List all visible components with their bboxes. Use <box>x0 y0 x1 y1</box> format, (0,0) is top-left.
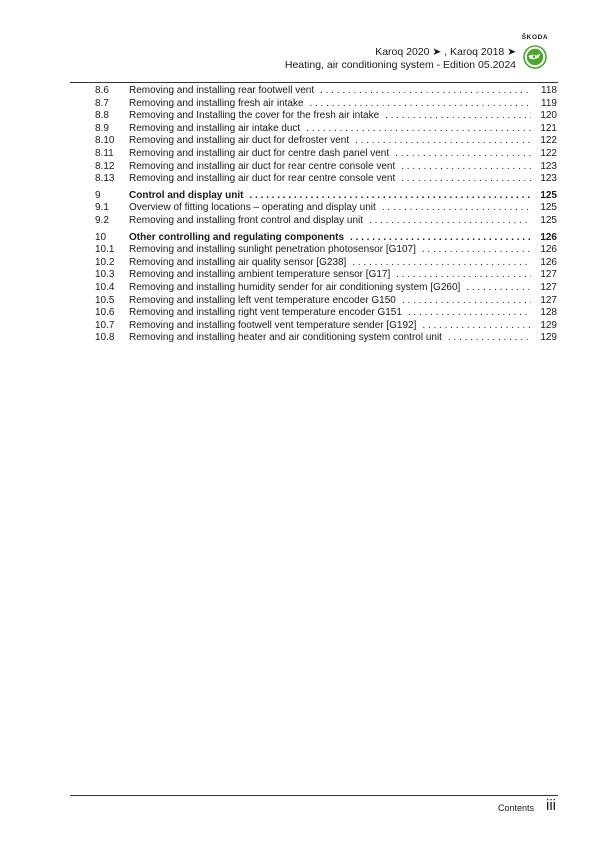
header-rule <box>70 82 558 83</box>
toc-entry[interactable]: 10.4 Removing and installing humidity sender for air conditioning system [G260] . . . 127 <box>95 282 557 295</box>
toc-entry[interactable]: 9.1 Overview of fitting locations – operating and display unit . . . 125 <box>95 202 557 215</box>
toc-entry[interactable]: 8.9 Removing and installing air intake duct . . . 121 <box>95 123 557 136</box>
toc-entry[interactable]: 8.8 Removing and Installing the cover for the fresh air intake . . . 120 <box>95 110 557 123</box>
toc-entry[interactable]: 8.12 Removing and installing air duct for rear centre console vent . . . 123 <box>95 161 557 174</box>
brand-wordmark: ŠKODA <box>521 34 549 41</box>
footer-section-label: Contents <box>497 803 534 813</box>
toc-entry[interactable]: 8.13 Removing and installing air duct for rear centre console vent . . . 123 <box>95 173 557 186</box>
toc-entry[interactable]: 10.5 Removing and installing left vent temperature encoder G150 . . . 127 <box>95 295 557 308</box>
toc-entry[interactable]: 8.11 Removing and installing air duct for centre dash panel vent . . . 122 <box>95 148 557 161</box>
toc-entry[interactable]: 10.8 Removing and installing heater and air conditioning system control unit . . . 129 <box>95 332 557 345</box>
toc-entry[interactable]: 10.3 Removing and installing ambient temperature sensor [G17] . . . 127 <box>95 269 557 282</box>
toc-entry[interactable]: 8.6 Removing and installing rear footwell vent . . . 118 <box>95 85 557 98</box>
toc-entry[interactable]: 10.1 Removing and installing sunlight penetration photosensor [G107] . . . 126 <box>95 244 557 257</box>
toc-entry[interactable]: 8.10 Removing and installing air duct for defroster vent . . . 122 <box>95 135 557 148</box>
header-models: Karoq 2020 ➤ , Karoq 2018 ➤ <box>375 46 516 58</box>
header-subtitle: Heating, air conditioning system - Edition 05.2024 <box>284 59 516 71</box>
footer-rule <box>70 795 558 796</box>
footer-page-number: iii <box>546 797 556 814</box>
toc-entry[interactable]: 8.7 Removing and installing fresh air intake . . . 119 <box>95 98 557 111</box>
skoda-logo <box>520 26 550 82</box>
skoda-arrow-icon <box>523 45 547 69</box>
toc-entry[interactable]: 9.2 Removing and installing front control and display unit . . . 125 <box>95 215 557 228</box>
toc-chapter-10[interactable]: 10 Other controlling and regulating components . . . 126 <box>95 232 557 245</box>
toc-entry[interactable]: 10.7 Removing and installing footwell vent temperature sender [G192] . . . 129 <box>95 320 557 333</box>
page-header <box>70 26 550 82</box>
toc-entry[interactable]: 10.2 Removing and installing air quality sensor [G238] . . . 126 <box>95 257 557 270</box>
toc-chapter-9[interactable]: 9 Control and display unit . . . 125 <box>95 190 557 203</box>
table-of-contents <box>95 85 557 345</box>
header-text <box>285 46 516 72</box>
toc-entry[interactable]: 10.6 Removing and installing right vent temperature encoder G151 . . . 128 <box>95 307 557 320</box>
